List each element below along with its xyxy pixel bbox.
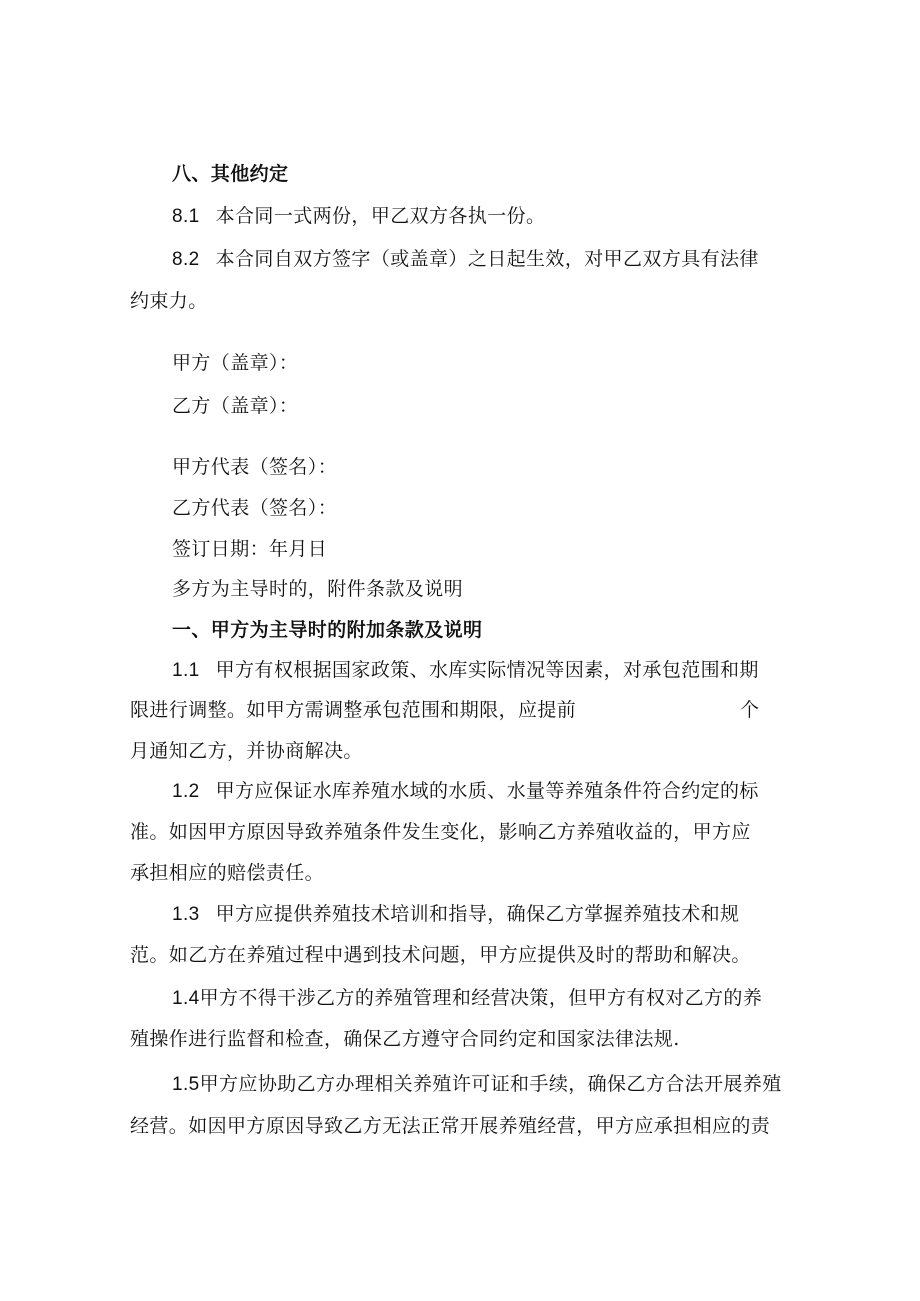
clause-number: 1.4 bbox=[172, 988, 200, 1009]
clause-1-4-line2: 殖操作进行监督和检查，确保乙方遵守合同约定和国家法律法规. bbox=[130, 1028, 680, 1050]
clause-8-1 bbox=[172, 202, 545, 231]
clause-1-3-line1 bbox=[172, 900, 739, 929]
clause-1-5-line1 bbox=[172, 1070, 782, 1099]
clause-number: 1.2 bbox=[172, 781, 200, 802]
clause-number: 1.3 bbox=[172, 904, 200, 925]
party-a-rep-label: 甲方代表（签名）： bbox=[172, 456, 338, 478]
clause-text: 本合同自双方签字（或盖章）之日起生效，对甲乙双方具有法律 bbox=[215, 248, 759, 270]
clause-text: 甲方有权根据国家政策、水库实际情况等因素，对承包范围和期 bbox=[215, 659, 759, 681]
clause-8-2-line1 bbox=[172, 245, 759, 274]
clause-1-3-line2: 范。如乙方在养殖过程中遇到技术问题，甲方应提供及时的帮助和解决。 bbox=[130, 944, 751, 966]
party-b-rep-label: 乙方代表（签名）： bbox=[172, 497, 338, 519]
section-1-heading: 一、甲方为主导时的附加条款及说明 bbox=[172, 619, 483, 641]
clause-text: 甲方应提供养殖技术培训和指导，确保乙方掌握养殖技术和规 bbox=[215, 903, 740, 925]
clause-1-1-blank-unit: 个 bbox=[740, 699, 760, 721]
clause-1-2-line3: 承担相应的赔偿责任。 bbox=[130, 862, 325, 884]
clause-number: 1.1 bbox=[172, 660, 200, 681]
clause-text: 甲方应保证水库养殖水域的水质、水量等养殖条件符合约定的标 bbox=[215, 780, 759, 802]
clause-1-2-line1 bbox=[172, 777, 759, 806]
party-a-seal-label: 甲方（盖章）： bbox=[172, 352, 299, 374]
clause-text: 甲方不得干涉乙方的养殖管理和经营决策，但甲方有权对乙方的养 bbox=[199, 987, 763, 1009]
clause-1-4-line1 bbox=[172, 984, 762, 1013]
appendix-title: 多方为主导时的，附件条款及说明 bbox=[172, 578, 464, 600]
clause-8-2-line2: 约束力。 bbox=[130, 290, 208, 312]
clause-1-1-line3: 月通知乙方，并协商解决。 bbox=[130, 740, 363, 762]
clause-1-2-line2: 准。如因甲方原因导致养殖条件发生变化，影响乙方养殖收益的，甲方应 bbox=[130, 821, 751, 843]
clause-text: 甲方应协助乙方办理相关养殖许可证和手续，确保乙方合法开展养殖 bbox=[199, 1073, 782, 1095]
sign-date-label: 签订日期：年月日 bbox=[172, 538, 328, 560]
section-8-heading: 八、其他约定 bbox=[172, 163, 289, 185]
clause-1-5-line2: 经营。如因甲方原因导致乙方无法正常开展养殖经营，甲方应承担相应的责 bbox=[130, 1115, 771, 1137]
clause-1-1-line2: 限进行调整。如甲方需调整承包范围和期限，应提前 bbox=[130, 699, 577, 721]
clause-number: 8.2 bbox=[172, 249, 200, 270]
clause-number: 8.1 bbox=[172, 206, 200, 227]
clause-number: 1.5 bbox=[172, 1074, 200, 1095]
clause-1-1-line1 bbox=[172, 656, 759, 685]
clause-text: 本合同一式两份，甲乙双方各执一份。 bbox=[215, 205, 546, 227]
party-b-seal-label: 乙方（盖章）： bbox=[172, 395, 299, 417]
